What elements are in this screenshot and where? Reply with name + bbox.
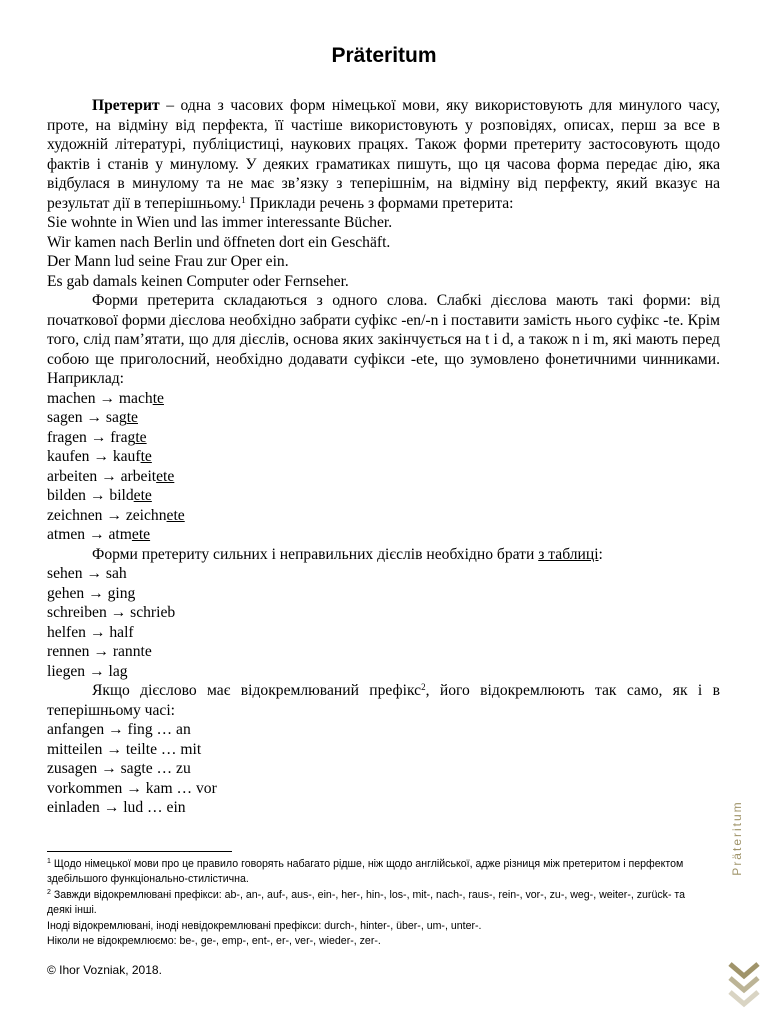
separable-verb-list [47,720,720,818]
example-sentence: Der Mann lud seine Frau zur Oper ein. [47,253,289,270]
weak-verb-item: atmen → atmete [47,526,151,543]
footnote-1: $^1$ Щодо німецької мови про це правило говорять набагато рідше, ніж щодо англійської, адже різниця між претеритом і перфектом здебільшого функціонально-стилістична. [47,858,684,886]
separable-verb-item: einladen → lud … ein [47,799,186,816]
side-label [730,800,746,886]
strong-verb-item: schreiben → schrieb [47,604,176,621]
table-link[interactable]: з таблиці [538,545,599,563]
footnote-2-line-2: Іноді відокремлювані, іноді невідокремлювані префікси: durch-, hinter-, über-, um-, unter-. [47,919,482,932]
example-sentence: Wir kamen nach Berlin und öffneten dort ein Geschäft. [47,233,391,251]
page-title: Präteritum [331,44,437,67]
footnote-2: $^2$ Завжди відокремлювані префікси: ab-, an-, auf-, aus-, ein-, her-, hin-, los-, mit-, nach-, raus-, rein-, vor-, zu-, weg-, weiter-, zurück- та деякі інші. [47,888,686,917]
footnote-divider [47,851,232,852]
weak-verbs-paragraph: Форми претерита складаються з одного слова. Слабкі дієслова мають такі форми: від початкової форми дієслова необхідно забрати суфікс -en/-n і поставити замість нього суфікс -te. Крім того, слід пам’ятати, що для дієслів, основа яких закінчується на t і d, а також n і m, які мають перед собою ще приголосний, необхідно додавати суфікси -ete, що зумовлено фонетичними чинниками. Наприклад: [47,292,720,387]
strong-verb-item: gehen → ging [47,584,136,602]
separable-verb-item: vorkommen → kam … vor [47,779,217,797]
strong-verb-list [47,564,720,681]
document-body [47,96,720,818]
separable-prefix-paragraph: Якщо дієслово має відокремлюваний префікс$^2$, його відокремлюють так само, як і в теперішньому часі: [47,682,720,719]
footnote-ref-1[interactable]: 1 [241,194,246,205]
intro-paragraph [47,96,720,213]
strong-verb-item: liegen → lag [47,662,128,680]
intro-text-end: Приклади речень з формами претерита: [245,194,514,212]
side-label-text: Präteritum [730,800,744,876]
example-sentence: Sie wohnte in Wien und las immer interessante Bücher. [47,214,393,231]
footnotes [47,857,712,949]
intro-text: – одна з часових форм німецької мови, яку використовують для минулого часу, проте, на відміну від перфекта, її частіше використовують у розповідях, описах, перш за все в художній літературі, публіцистиці, наукових працях. Також форми претериту застосовують щодо фактів і станів у минулому. У деяких граматиках пишуть, що ця часова форма передає дію, яка відбулася в минулому та не має зв’язку з теперішнім, на відміну від перфекту, який вказує на результат дії в теперішньому. [47,97,720,212]
weak-verb-item: arbeiten → arbeitete [47,467,175,485]
separable-verb-item: mitteilen → teilte … mit [47,740,202,758]
example-sentence: Es gab damals keinen Computer oder Fernseher. [47,272,349,290]
copyright: © Ihor Vozniak, 2018. [47,963,162,977]
strong-verb-item: helfen → half [47,623,134,641]
term-pretrit: Претерит [92,97,160,114]
weak-verb-item: machen → machte [47,389,164,407]
weak-verb-item: sagen → sagte [47,409,138,426]
weak-verb-item: zeichnen → zeichnete [47,506,185,524]
weak-verb-list [47,389,720,545]
weak-verb-item: kaufen → kaufte [47,448,152,465]
footnote-ref-2[interactable]: 2 [421,682,426,692]
strong-verb-item: sehen → sah [47,565,127,582]
double-chevron-down-icon [727,960,761,1010]
separable-verb-item: anfangen → fing … an [47,721,191,738]
weak-verb-item: bilden → bildete [47,487,152,504]
strong-verbs-paragraph: Форми претериту сильних і неправильних дієслів необхідно брати з таблиці: [92,545,603,563]
footnote-2-line-3: Ніколи не відокремлюємо: be-, ge-, emp-, ent-, er-, ver-, wieder-, zer-. [47,935,381,948]
weak-verb-item: fragen → fragte [47,428,147,446]
strong-verb-item: rennen → rannte [47,643,152,660]
separable-verb-item: zusagen → sagte … zu [47,760,191,777]
